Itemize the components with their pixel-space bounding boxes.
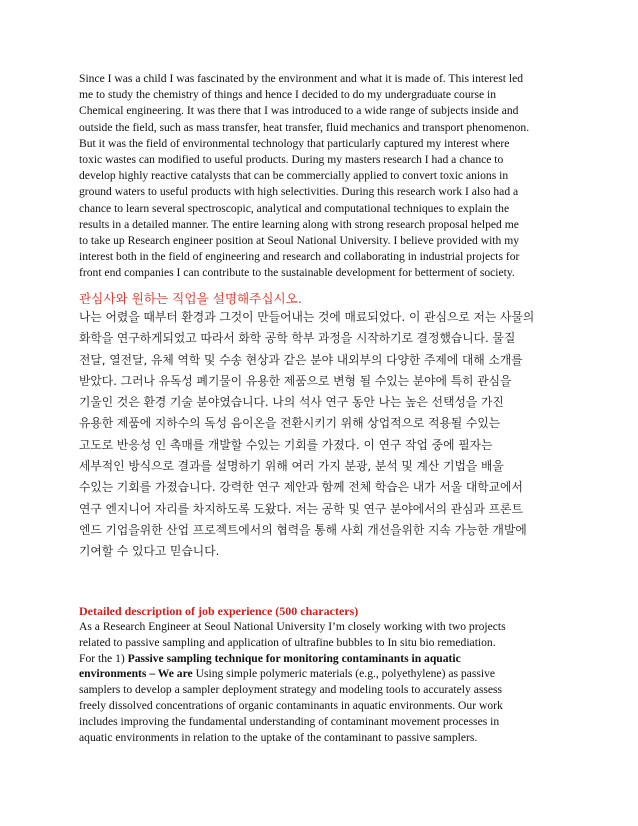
- intro-line: chance to learn several spectroscopic, analytical and computational techniques to explain the: [79, 201, 510, 215]
- job-line: samplers to develop a sampler deployment strategy and modeling tools to accurately assess: [79, 683, 503, 697]
- intro-line: But it was the field of environmental technology that particularly captured my interest where: [79, 136, 510, 150]
- korean-line: 전달, 열전달, 유체 역학 및 수송 현상과 같은 분야 내외부의 다양한 주제에 대해 소개를: [79, 352, 523, 367]
- intro-line: toxic wastes can modified to useful products. During my masters research I had a chance to: [79, 153, 504, 167]
- intro-line: interest both in the field of engineering and research and collaborating in industrial projects for: [79, 250, 520, 264]
- job-line-rest: Using simple polymeric materials (e.g., polyethylene) as passive: [192, 667, 496, 681]
- project-title-continued: environments – We are: [79, 667, 193, 681]
- korean-line: 세부적인 방식으로 결과를 설명하기 위해 여러 가지 분광, 분석 및 계산 기법을 배울: [79, 459, 504, 474]
- intro-line: to take up Research engineer position at Seoul National University. I believe provided with my: [79, 234, 520, 248]
- korean-line: 기울인 것은 환경 기술 분야였습니다. 나의 석사 연구 동안 나는 높은 선택성을 가진: [79, 395, 504, 410]
- korean-line: 고도로 반응성 인 촉매를 개발할 수있는 기회를 가졌다. 이 연구 작업 중에 필자는: [79, 437, 493, 452]
- job-line: freely dissolved concentrations of organic contaminants in aquatic environments. Our work: [79, 698, 503, 712]
- job-line-prefix: For the 1): [79, 651, 128, 665]
- korean-line: 기여할 수 있다고 믿습니다.: [79, 544, 220, 559]
- korean-section-heading: 관심사와 원하는 직업을 설명해주십시오.: [79, 291, 302, 306]
- job-experience-paragraph: [79, 619, 574, 745]
- job-line: As a Research Engineer at Seoul National University I’m closely working with two projects: [79, 620, 506, 633]
- job-experience-heading: Detailed description of job experience (500 characters): [79, 604, 359, 618]
- korean-line: 수있는 기회를 가졌습니다. 강력한 연구 제안과 함께 전체 학습은 내가 서울 대학교에서: [79, 480, 523, 495]
- intro-line: develop highly reactive catalysts that can be commercially applied to convert toxic anions in: [79, 169, 509, 183]
- korean-line: 나는 어렸을 때부터 환경과 그것이 만들어내는 것에 매료되었다. 이 관심으로 저는 사물의: [79, 310, 535, 324]
- korean-line: 받았다. 그러나 유독성 폐기물이 유용한 제품으로 변형 될 수있는 분야에 특히 관심을: [79, 373, 512, 388]
- korean-line: 유용한 제품에 지하수의 독성 음이온을 전환시키기 위해 상업적으로 적용될 수있는: [79, 416, 501, 431]
- job-line: [79, 666, 574, 682]
- job-line: related to passive sampling and application of ultrafine bubbles to In situ bio remediation.: [79, 635, 496, 649]
- korean-line: 화학을 연구하게되었고 따라서 화학 공학 학부 과정을 시작하기로 결정했습니다. 물질: [79, 331, 516, 346]
- job-line: [79, 651, 574, 667]
- korean-line: 연구 엔지니어 자리를 차지하도록 도왔다. 저는 공학 및 연구 분야에서의 관심과 프론트: [79, 501, 523, 516]
- korean-paragraph: [79, 307, 579, 563]
- job-line: includes improving the fundamental understanding of contaminant movement processes in: [79, 714, 500, 728]
- intro-paragraph: [79, 71, 574, 282]
- intro-line: results in a detailed manner. The entire learning along with strong research proposal helped me: [79, 217, 519, 231]
- project-title: Passive sampling technique for monitoring contaminants in aquatic: [127, 651, 461, 665]
- intro-line: ground waters to useful products with high selectivities. During this research work I also had a: [79, 185, 519, 199]
- intro-line: front end companies I can contribute to the sustainable development for betterment of society.: [79, 266, 515, 280]
- intro-line: Chemical engineering. It was there that I was introduced to a wide range of subjects inside and: [79, 104, 519, 118]
- intro-line: outside the field, such as mass transfer, heat transfer, fluid mechanics and transport phenomenon.: [79, 120, 530, 134]
- job-line: aquatic environments in relation to the uptake of the contaminant to passive samplers.: [79, 730, 478, 744]
- korean-line: 엔드 기업을위한 산업 프로젝트에서의 협력을 통해 사회 개선을위한 지속 가능한 개발에: [79, 522, 527, 537]
- intro-line: me to study the chemistry of things and hence I decided to do my undergraduate course in: [79, 88, 497, 102]
- intro-line: Since I was a child I was fascinated by the environment and what it is made of. This interest led: [79, 72, 524, 85]
